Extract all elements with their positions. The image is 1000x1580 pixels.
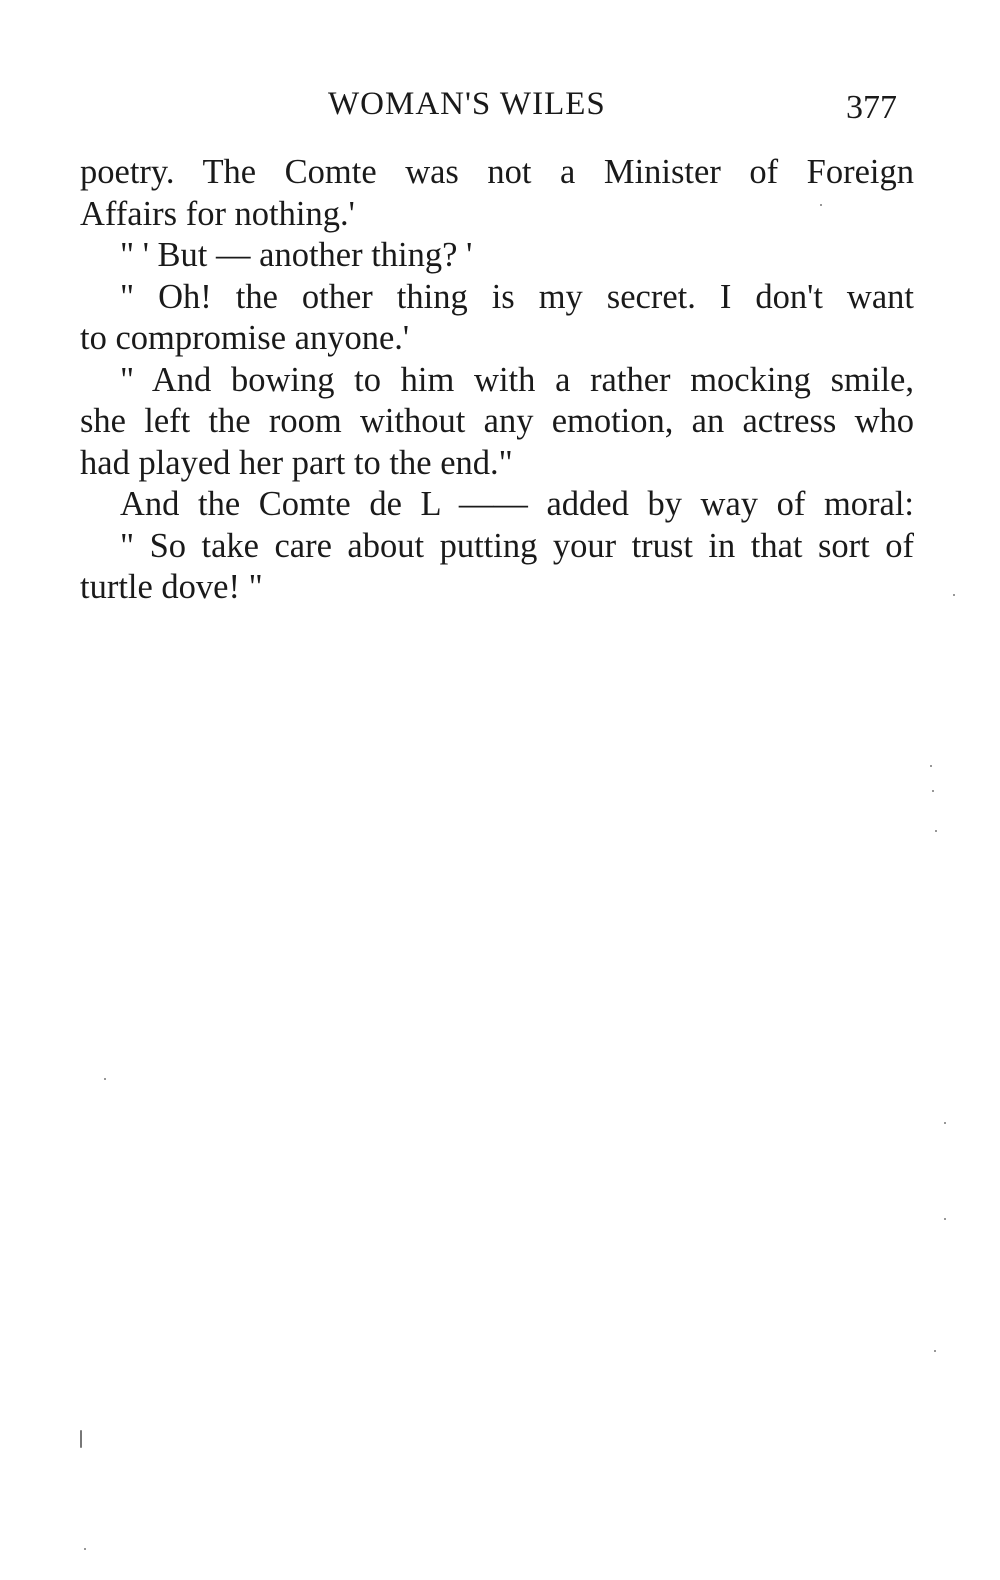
text-line: " So take care about putting your trust in that sort of xyxy=(120,526,914,565)
scan-speck xyxy=(84,1548,86,1550)
running-title: WOMAN'S WILES xyxy=(328,86,606,122)
running-head xyxy=(0,82,1000,126)
scan-speck xyxy=(104,1078,106,1080)
scan-speck xyxy=(820,204,822,206)
scan-speck xyxy=(932,790,934,792)
scan-speck xyxy=(80,1430,82,1448)
text-line: " ' But — another thing? ' xyxy=(120,236,473,274)
text-line: " And bowing to him with a rather mocking smile, xyxy=(120,360,914,399)
scan-speck xyxy=(944,1218,946,1220)
scan-speck xyxy=(930,765,932,767)
text-line: turtle dove! " xyxy=(80,568,263,606)
scan-speck xyxy=(934,1350,936,1352)
text-line: Affairs for nothing.' xyxy=(80,194,355,233)
scan-speck xyxy=(953,594,955,596)
text-line: " Oh! the other thing is my secret. I don't want xyxy=(120,277,914,316)
text-line: had played her part to the end." xyxy=(80,443,513,482)
scan-speck xyxy=(944,1122,946,1124)
page-number: 377 xyxy=(846,89,897,126)
text-line: she left the room without any emotion, an actress who xyxy=(80,402,914,440)
text-line: poetry. The Comte was not a Minister of Foreign xyxy=(80,153,914,191)
body-text xyxy=(80,152,914,609)
text-line: to compromise anyone.' xyxy=(80,319,410,357)
scan-speck xyxy=(935,830,937,832)
text-line: And the Comte de L —— added by way of moral: xyxy=(120,485,914,523)
